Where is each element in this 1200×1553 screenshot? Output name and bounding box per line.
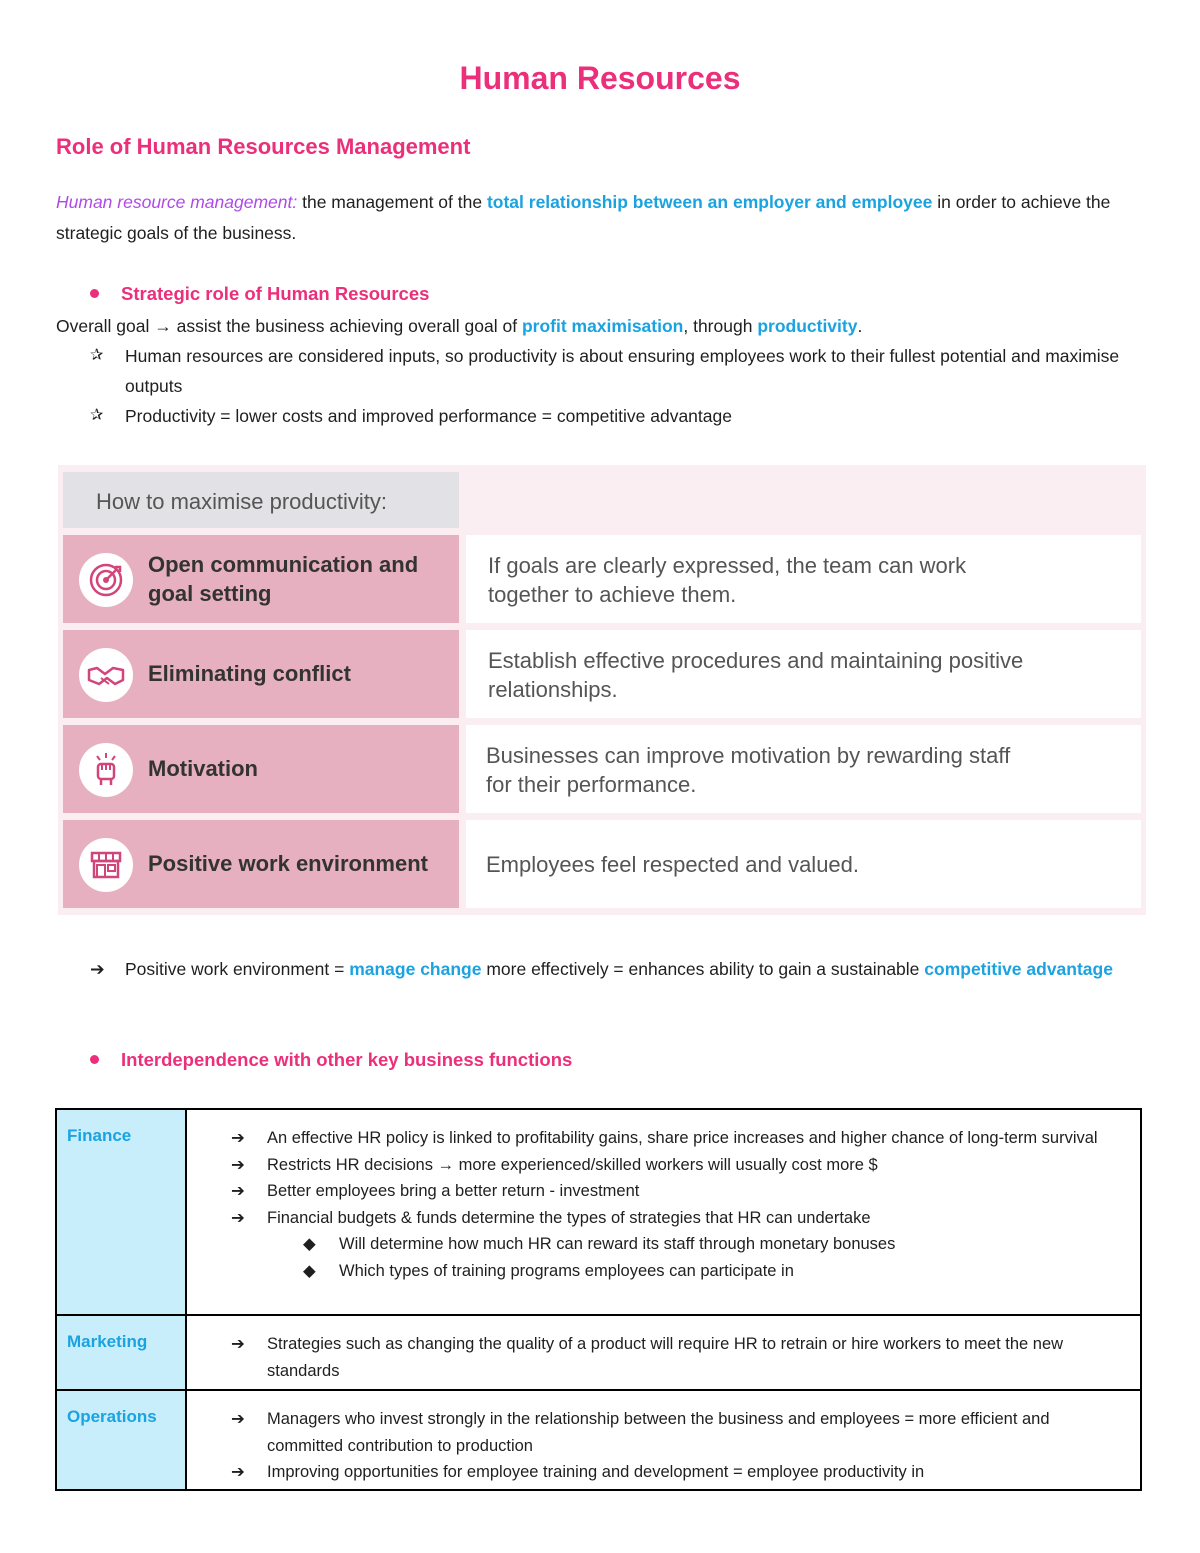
arrow-icon: ➔ [231, 1155, 245, 1174]
function-name: Finance [57, 1110, 187, 1314]
work-environment-text [125, 954, 1140, 985]
bullet-dot-icon [90, 1055, 99, 1064]
strategic-point [90, 341, 1150, 401]
interdependence-table [55, 1108, 1142, 1491]
list-item-text: Improving opportunities for employee training and development = employee productivity in [267, 1463, 925, 1481]
productivity-row-label-cell [63, 630, 459, 718]
work-env-prefix: Positive work environment = [125, 959, 350, 979]
overall-goal-prefix: Overall goal → assist the business achieving overall goal of [56, 316, 522, 336]
productivity-row [63, 630, 1141, 718]
description-line: If goals are clearly expressed, the team can work [488, 553, 967, 578]
list-item [231, 1331, 1130, 1384]
productivity-row-description [466, 535, 1141, 623]
list-item [231, 1152, 1130, 1179]
arrow-icon: ➔ [231, 1410, 245, 1428]
productivity-row-description [466, 725, 1141, 813]
list-item-text: Financial budgets & funds determine the types of strategies that HR can undertake [267, 1208, 871, 1227]
list-item-text: Better employees bring a better return - investment [267, 1182, 640, 1200]
function-points [187, 1110, 1140, 1314]
definition-text: the management of the [297, 192, 487, 212]
profit-maximisation-highlight: profit maximisation [521, 316, 684, 336]
productivity-row-label-cell [63, 535, 459, 623]
table-row [57, 1316, 1140, 1391]
interdependence-heading-text: Interdependence with other key business functions [121, 1049, 573, 1070]
list-item [231, 1459, 1130, 1486]
manage-change-highlight: manage change [349, 959, 482, 979]
productivity-row-label [148, 550, 418, 608]
definition-text-end: in order to achieve the strategic goals of the business. [56, 192, 1111, 243]
productivity-row-label-cell [63, 725, 459, 813]
list-item [231, 1205, 1130, 1232]
productivity-graphic [58, 465, 1146, 915]
strategic-point-text: Human resources are considered inputs, so productivity is about ensuring employees work to their fullest potential and maximise outputs [125, 346, 1120, 396]
productivity-highlight: productivity [757, 316, 858, 336]
description-line: Businesses can improve motivation by rewarding staff [486, 743, 1011, 768]
label-line: Open communication and [148, 552, 419, 577]
productivity-row-label-cell [63, 820, 459, 908]
definition-term: Human resource management: [56, 192, 298, 212]
productivity-row [63, 535, 1141, 623]
arrow-icon: ➔ [231, 1463, 245, 1481]
function-name: Marketing [57, 1316, 187, 1389]
diamond-icon: ◆ [303, 1235, 316, 1253]
section-title: Role of Human Resources Management [56, 134, 471, 159]
productivity-row [63, 820, 1141, 908]
diamond-icon: ◆ [303, 1261, 316, 1280]
table-row [57, 1110, 1140, 1316]
page-title: Human Resources [459, 60, 741, 96]
strategic-role-heading-text: Strategic role of Human Resources [121, 283, 430, 304]
list-item-text: Which types of training programs employees can participate in [339, 1261, 794, 1280]
list-item-text: An effective HR policy is linked to profitability gains, share price increases and higher chance of long-term survival [267, 1129, 1098, 1147]
interdependence-heading [90, 1049, 572, 1071]
arrow-icon: ➔ [231, 1335, 245, 1353]
hrm-definition [56, 187, 1146, 249]
productivity-row-label: Eliminating conflict [148, 661, 351, 686]
star-icon: ✰ [90, 407, 104, 424]
list-item-text: Managers who invest strongly in the relationship between the business and employees = more efficient and committed contribution to production [267, 1410, 1050, 1455]
productivity-row-description [466, 630, 1141, 718]
function-points [187, 1391, 1140, 1489]
star-icon: ✰ [90, 347, 104, 364]
arrow-icon: ➔ [231, 1208, 245, 1227]
function-name: Operations [57, 1391, 187, 1489]
sub-list-item [303, 1258, 1130, 1285]
handshake-icon [79, 648, 133, 702]
description-line: relationships. [488, 677, 618, 702]
list-item [231, 1178, 1130, 1205]
productivity-row-label: Positive work environment [148, 851, 428, 876]
strategic-point [90, 401, 1150, 431]
overall-goal-end: . [857, 316, 863, 336]
sub-list-item [303, 1231, 1130, 1258]
strategic-role-heading [90, 283, 429, 305]
description-line: for their performance. [486, 772, 697, 797]
arrow-icon: ➔ [90, 959, 105, 979]
work-env-mid: more effectively = enhances ability to gain a sustainable [481, 959, 925, 979]
description-line: Employees feel respected and valued. [486, 852, 860, 877]
raised-fist-icon [79, 743, 133, 797]
productivity-graphic-heading: How to maximise productivity: [63, 472, 459, 528]
table-row [57, 1391, 1140, 1489]
list-item-text: Restricts HR decisions → more experienced/skilled workers will usually cost more $ [267, 1155, 878, 1174]
productivity-row-description [466, 820, 1141, 908]
description-line: together to achieve them. [488, 582, 737, 607]
overall-goal-mid: , through [683, 316, 758, 336]
function-points [187, 1316, 1140, 1389]
list-item [231, 1406, 1130, 1459]
storefront-icon [79, 838, 133, 892]
arrow-icon: ➔ [231, 1182, 245, 1200]
list-item [231, 1125, 1130, 1152]
productivity-row-label: Motivation [148, 756, 258, 781]
description-line: Establish effective procedures and maintaining positive [488, 648, 1024, 673]
competitive-advantage-highlight: competitive advantage [924, 959, 1113, 979]
strategic-point-text: Productivity = lower costs and improved performance = competitive advantage [125, 406, 732, 426]
definition-highlight: total relationship between an employer and employee [486, 192, 933, 212]
work-environment-point [90, 954, 1140, 985]
productivity-row [63, 725, 1141, 813]
list-item-text: Strategies such as changing the quality of a product will require HR to retrain or hire workers to meet the new standards [267, 1335, 1064, 1380]
arrow-icon: ➔ [231, 1129, 245, 1147]
overall-goal [56, 311, 1146, 342]
label-line: goal setting [148, 581, 272, 606]
bullet-dot-icon [90, 289, 99, 298]
target-icon [79, 553, 133, 607]
list-item-text: Will determine how much HR can reward its staff through monetary bonuses [339, 1235, 896, 1253]
